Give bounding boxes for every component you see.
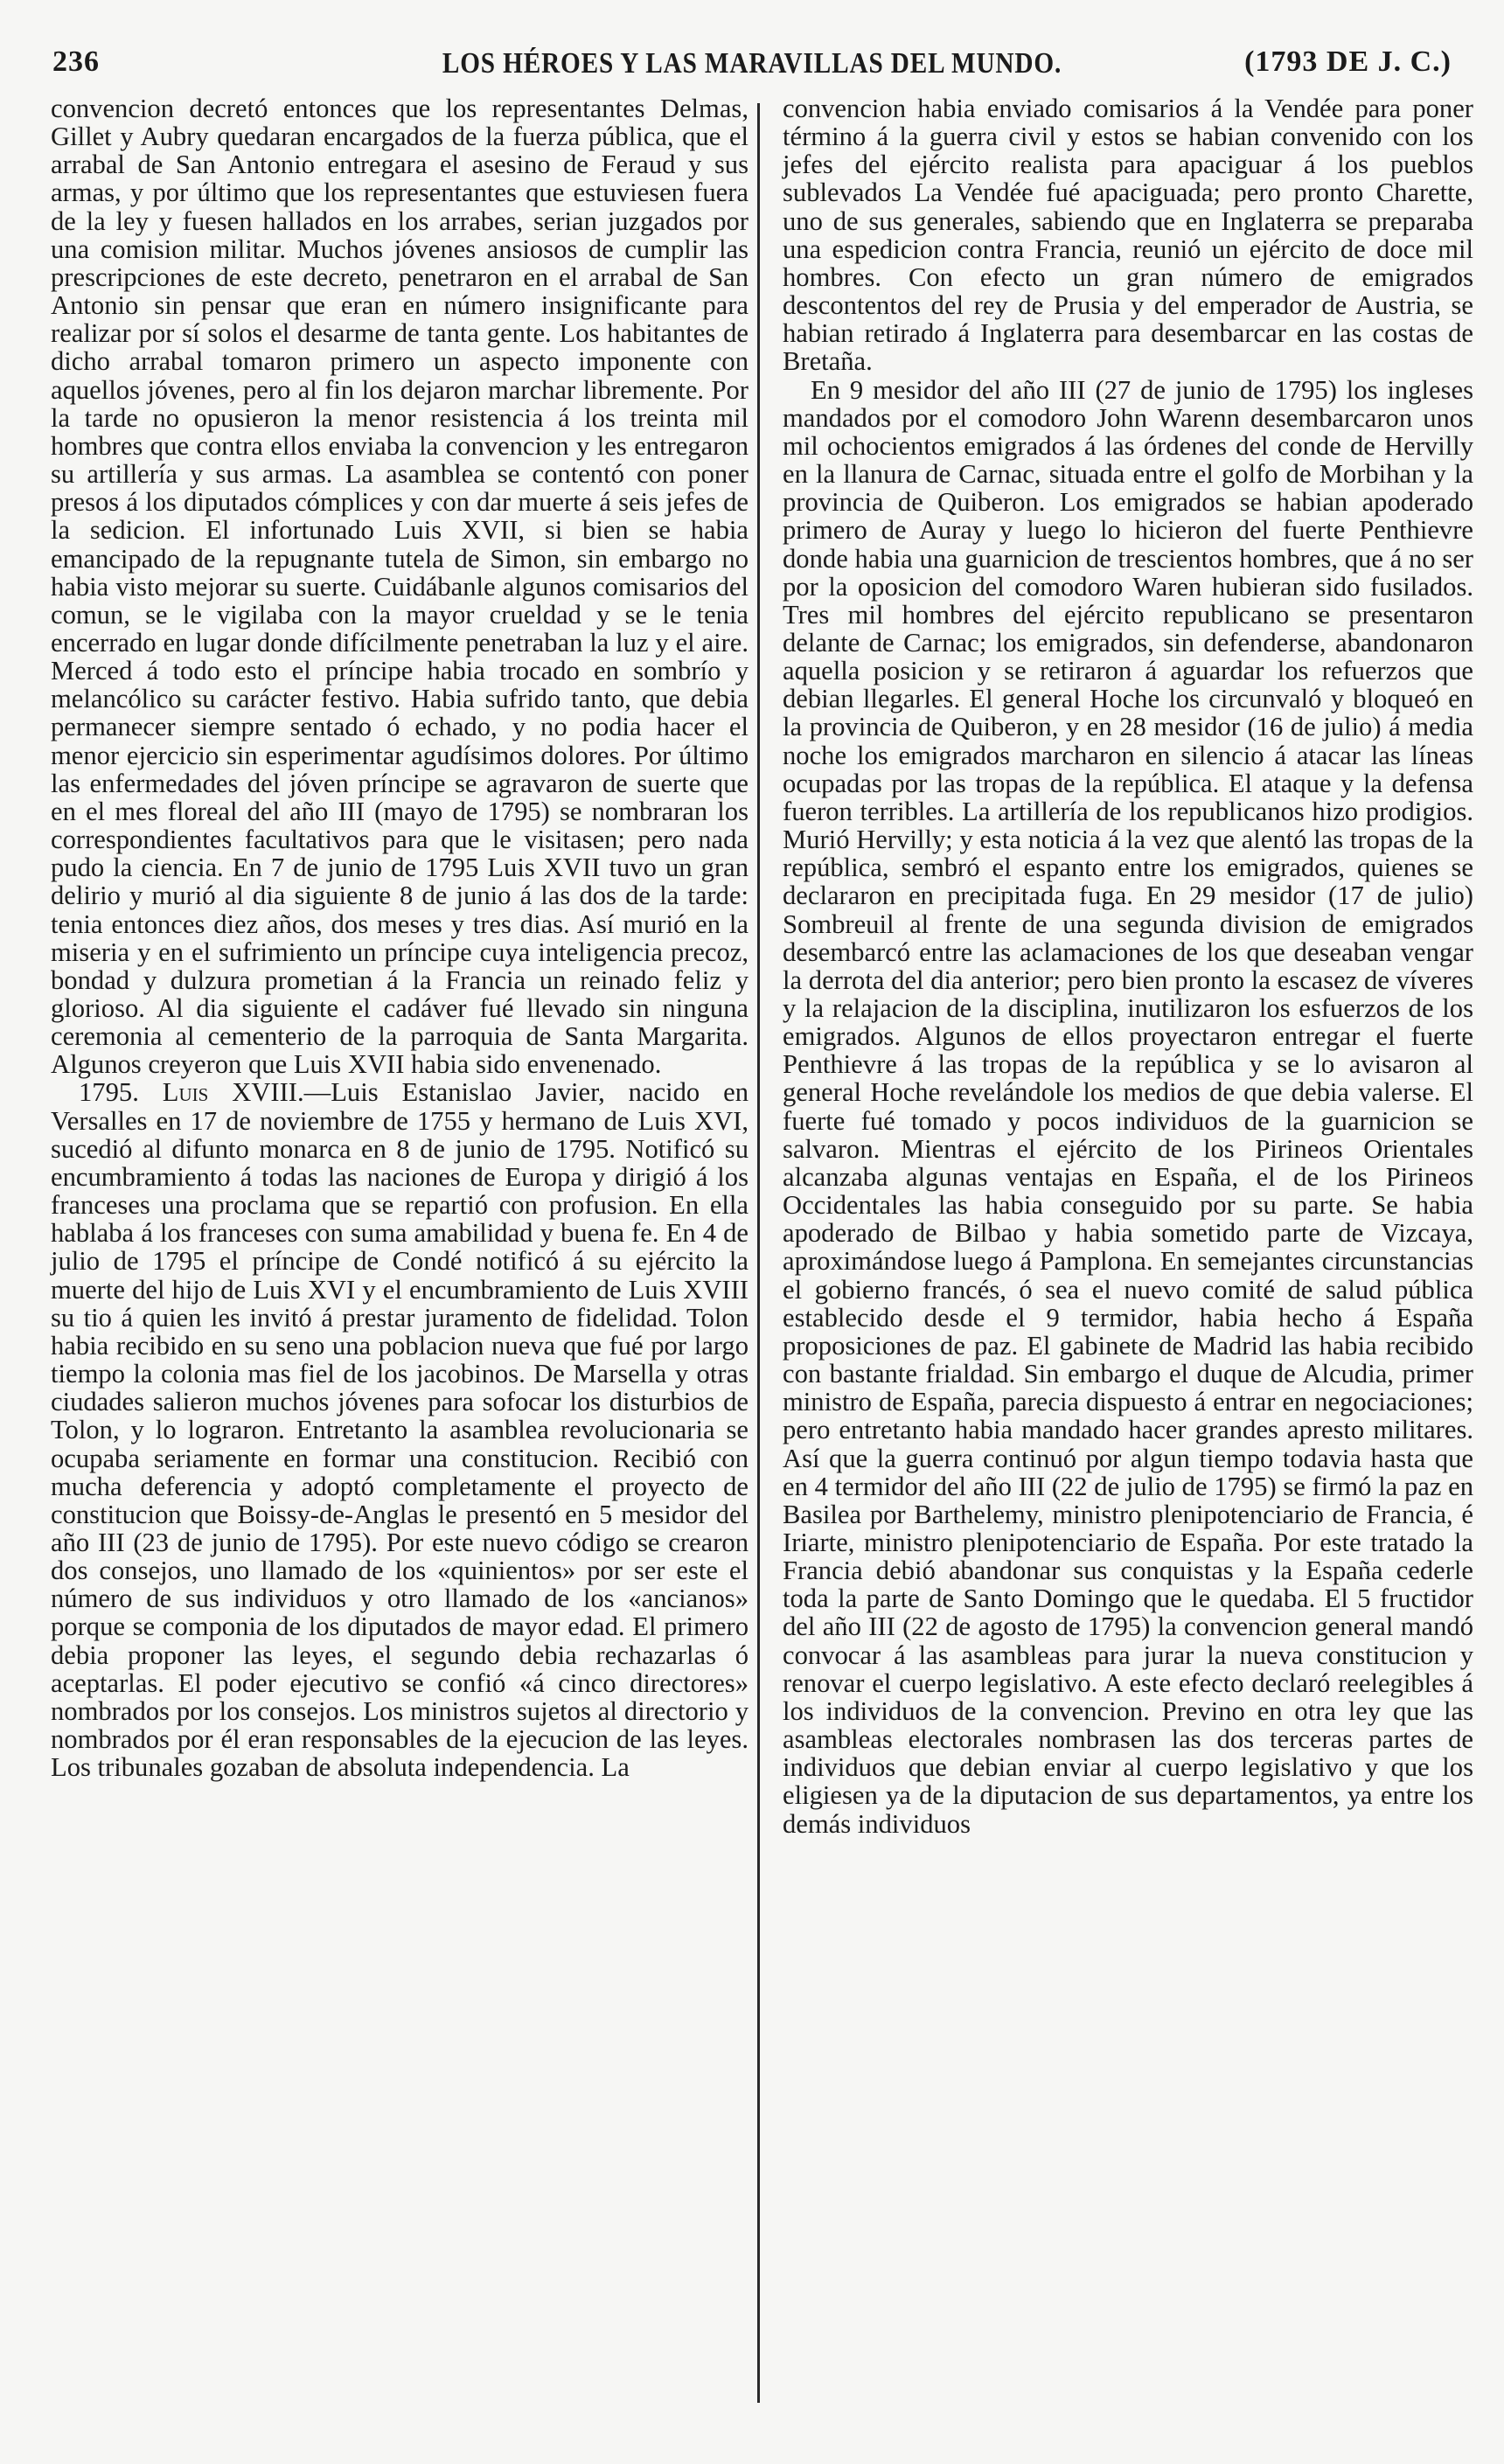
section-heading-luis-xviii: 1795. Luis XVIII. bbox=[79, 1077, 304, 1108]
right-paragraph-1: convencion habia enviado comisarios á la Vendée para poner término á la guerra civil y estos se habian convenido con los jefes del ejército realista para apaciguar á los pueblos sublevados La Vendée fué apaciguada; pero pronto Charette, uno de sus generales, sabiendo que en Inglaterra se preparaba una espedicion contra Francia, reunió un ejército de doce mil hombres. Con efecto un gran número de emigrados descontentos del rey de Prusia y del emperador de Austria, se habian retirado á Inglaterra para desembarcar en las costas de Bretaña. bbox=[783, 94, 1473, 377]
right-column bbox=[783, 94, 1473, 1838]
column-divider bbox=[757, 103, 760, 2403]
left-paragraph-1: convencion decretó entonces que los representantes Delmas, Gillet y Aubry quedaran encargados de la fuerza pública, que el arrabal de San Antonio entregara el asesino de Feraud y sus armas, y por último que los representantes que estuviesen fuera de la ley y fuesen hallados en los arrabes, serian juzgados por una comision militar. Muchos jóvenes ansiosos de cumplir las prescripciones de este decreto, penetraron en el arrabal de San Antonio sin pensar que eran en número insignificante para realizar por sí solos el desarme de tanta gente. Los habitantes de dicho arrabal tomaron primero un aspecto imponente con aquellos jóvenes, pero al fin los dejaron marchar libremente. Por la tarde no opusieron la menor resistencia á los treinta mil hombres que contra ellos enviaba la convencion y les entregaron su artillería y sus armas. La asamblea se contentó con poner presos á los diputados cómplices y con dar muerte á seis jefes de la sedicion. El infortunado Luis XVII, si bien se habia emancipado de la repugnante tutela de Simon, sin embargo no habia visto mejorar su suerte. Cuidábanle algunos comisarios del comun, se le vigilaba con la mayor crueldad y se le tenia encerrado en lugar donde difícilmente penetraban la luz y el aire. Merced á todo esto el príncipe habia trocado en sombrío y melancólico su carácter festivo. Habia sufrido tanto, que debia permanecer siempre sentado ó echado, y no podia hacer el menor ejercicio sin esperimentar agudísimos dolores. Por último las enfermedades del jóven príncipe se agravaron de suerte que en el mes floreal del año III (mayo de 1795) se nombraran los correspondientes facultativos para que le visitasen; pero nada pudo la ciencia. En 7 de junio de 1795 Luis XVII tuvo un gran delirio y murió al dia siguiente 8 de junio á las dos de la tarde: tenia entonces diez años, dos meses y tres dias. Así murió en la miseria y en el sufrimiento un príncipe cuya inteligencia precoz, bondad y dulzura prometian á la Francia un reinado feliz y glorioso. Al dia siguiente el cadáver fué llevado sin ninguna ceremonia al cementerio de la parroquia de Santa Margarita. Algunos creyeron que Luis XVII habia sido envenenado. bbox=[51, 94, 749, 1080]
date-range: (1793 DE J. C.) bbox=[1244, 45, 1452, 78]
left-paragraph-2 bbox=[51, 1078, 749, 1781]
running-title: LOS HÉROES Y LAS MARAVILLAS DEL MUNDO. bbox=[442, 47, 1062, 80]
left-column bbox=[51, 94, 749, 1781]
page-header bbox=[52, 45, 1452, 89]
page-number: 236 bbox=[52, 45, 100, 78]
right-paragraph-2: En 9 mesidor del año III (27 de junio de 1795) los ingleses mandados por el comodoro John Warenn desembarcaron unos mil ochocientos emigrados á las órdenes del conde de Hervilly en la llanura de Carnac, situada entre el golfo de Morbihan y la provincia de Quiberon. Los emigrados se habian apoderado primero de Auray y luego lo hicieron del fuerte Penthievre donde habia una guarnicion de trescientos hombres, que á no ser por la oposicion del comodoro Waren hubieran sido fusilados. Tres mil hombres del ejército republicano se presentaron delante de Carnac; los emigrados, sin defenderse, abandonaron aquella posicion y se retiraron á aguardar los refuerzos que debian llegarles. El general Hoche los circunvaló y bloqueó en la provincia de Quiberon, y en 28 mesidor (16 de julio) á media noche los emigrados marcharon en silencio á atacar las líneas ocupadas por las tropas de la república. El ataque y la defensa fueron terribles. La artillería de los republicanos hizo prodigios. Murió Hervilly; y esta noticia á la vez que alentó las tropas de la república, sembró el espanto entre los emigrados, quienes se declararon en precipitada fuga. En 29 mesidor (17 de julio) Sombreuil al frente de una segunda division de emigrados desembarcó entre las aclamaciones de los que deseaban vengar la derrota del dia anterior; pero bien pronto la escasez de víveres y la relajacion de la disciplina, inutilizaron los esfuerzos de los emigrados. Algunos de ellos proyectaron entregar el fuerte Penthievre á las tropas de la república y se lo avisaron al general Hoche revelándole los medios de que debia valerse. El fuerte fué tomado y pocos individuos de la guarnicion se salvaron. Mientras el ejército de los Pirineos Orientales alcanzaba algunas ventajas en España, el de los Pirineos Occidentales las habia conseguido por su parte. Se habia apoderado de Bilbao y habia sometido parte de Vizcaya, aproximándose luego á Pamplona. En semejantes circunstancias el gobierno francés, ó sea el nuevo comité de salud pública establecido desde el 9 termidor, habia hecho á España proposiciones de paz. El gabinete de Madrid las habia recibido con bastante frialdad. Sin embargo el duque de Alcudia, primer ministro de España, parecia dispuesto á entrar en negociaciones; pero entretanto habia mandado hacer grandes apresto militares. Así que la guerra continuó por algun tiempo todavia hasta que en 4 termidor del año III (22 de julio de 1795) se firmó la paz en Basilea por Barthelemy, ministro plenipotenciario de Francia, é Iriarte, ministro plenipotenciario de España. Por este tratado la Francia debió abandonar sus conquistas y la España cederle toda la parte de Santo Domingo que le quedaba. El 5 fructidor del año III (22 de agosto de 1795) la convencion general mandó convocar á las asambleas para jurar la nueva constitucion y renovar el cuerpo legislativo. A este efecto declaró reelegibles á los individuos de la convencion. Previno en otra ley que las asambleas electorales nombrasen las dos terceras partes de individuos que debian enviar al cuerpo legislativo y que los eligiesen ya de la diputacion de sus departamentos, ya entre los demás individuos bbox=[783, 374, 1473, 1839]
left-paragraph-2-text: —Luis Estanislao Javier, nacido en Versalles en 17 de noviembre de 1755 y hermano de Luis XVI, sucedió al difunto monarca en 8 de junio de 1795. Notificó su encumbramiento á todas las naciones de Europa y dirigió á los franceses una proclama que se repartió con profusion. En ella hablaba á los franceses con suma amabilidad y buena fe. En 4 de julio de 1795 el príncipe de Condé notificó á su ejército la muerte del hijo de Luis XVI y el encumbramiento de Luis XVIII su tio á quien les invitó á prestar juramento de fidelidad. Tolon habia recibido en su seno una poblacion nueva que fué por largo tiempo la colonia mas fiel de los jacobinos. De Marsella y otras ciudades salieron muchos jóvenes para sofocar los disturbios de Tolon, y lo lograron. Entretanto la asamblea revolucionaria se ocupaba seriamente en formar una constitucion. Recibió con mucha deferencia y adoptó completamente el proyecto de constitucion que Boissy-de-Anglas le presentó en 5 mesidor del año III (23 de junio de 1795). Por este nuevo código se crearon dos consejos, uno llamado de los «quinientos» por ser este el número de sus individuos y otro llamado de los «ancianos» porque se componia de los diputados de mayor edad. El primero debia proponer las leyes, el segundo debia rechazarlas ó aceptarlas. El poder ejecutivo se confió «á cinco directores» nombrados por los consejos. Los ministros sujetos al directorio y nombrados por él eran responsables de la ejecucion de las leyes. Los tribunales gozaban de absoluta independencia. La bbox=[51, 1077, 749, 1783]
